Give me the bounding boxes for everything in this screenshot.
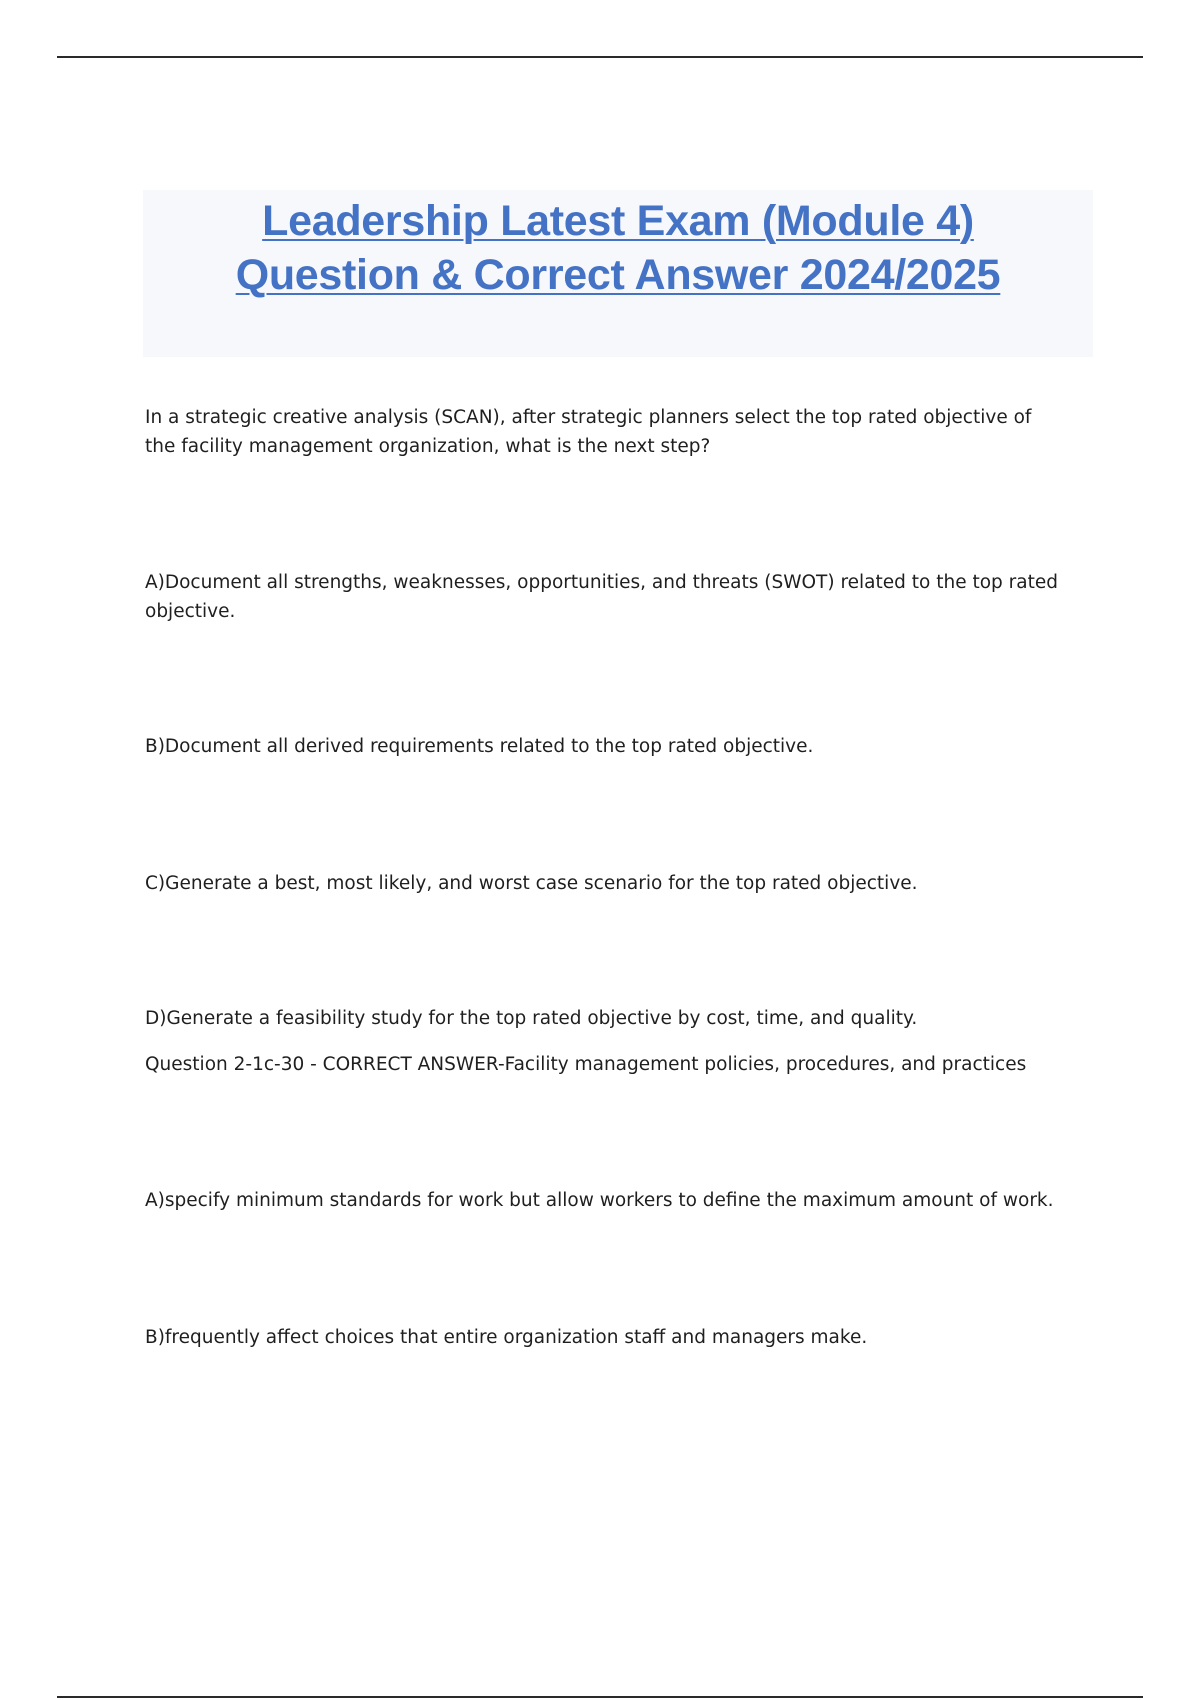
- question-2-option-b: B)frequently affect choices that entire organization staff and managers make.: [145, 1327, 868, 1348]
- document-title-line-2: Question & Correct Answer 2024/2025: [235, 251, 1001, 299]
- bottom-rule: [57, 1696, 1143, 1698]
- document-title-line-1: Leadership Latest Exam (Module 4): [262, 197, 974, 245]
- question-1-option-c: C)Generate a best, most likely, and worst case scenario for the top rated objective.: [145, 873, 918, 894]
- question-1-text: In a strategic creative analysis (SCAN), after strategic planners select the top rated objective of the facility management organization, what is the next step?: [145, 407, 1032, 457]
- question-1-option-a: A)Document all strengths, weaknesses, opportunities, and threats (SWOT) related to the top rated objective.: [145, 572, 1058, 622]
- question-2-option-a: A)specify minimum standards for work but allow workers to define the maximum amount of work.: [145, 1190, 1054, 1211]
- question-2-text: Question 2-1c-30 - CORRECT ANSWER-Facility management policies, procedures, and practices: [145, 1054, 1027, 1075]
- title-banner: [143, 190, 1093, 357]
- question-1-option-d: D)Generate a feasibility study for the top rated objective by cost, time, and quality.: [145, 1008, 918, 1029]
- top-rule: [57, 56, 1143, 58]
- question-1-option-b: B)Document all derived requirements related to the top rated objective.: [145, 736, 814, 757]
